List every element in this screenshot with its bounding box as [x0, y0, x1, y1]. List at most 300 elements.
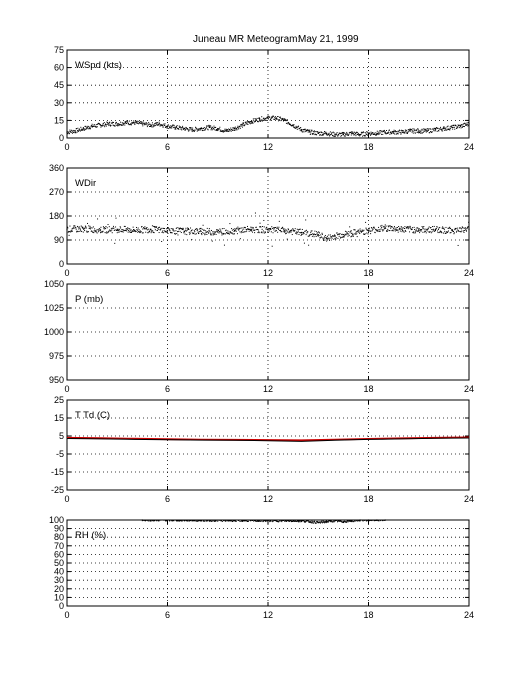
data-point [201, 234, 202, 235]
data-point [144, 124, 145, 125]
data-point [97, 126, 98, 127]
data-point [147, 229, 148, 230]
data-point [256, 520, 257, 521]
data-point [175, 129, 176, 130]
data-point [221, 233, 222, 234]
data-point [368, 134, 369, 135]
data-point [86, 231, 87, 232]
figure-date: May 21, 1999 [298, 34, 359, 45]
data-point [362, 136, 363, 137]
data-point [413, 131, 414, 132]
data-point [77, 231, 78, 232]
data-point [265, 229, 266, 230]
data-point [310, 232, 311, 233]
data-point [262, 119, 263, 120]
data-point [458, 231, 459, 232]
data-point [387, 231, 388, 232]
data-point [337, 238, 338, 239]
data-point [403, 227, 404, 228]
data-point [163, 124, 164, 125]
data-point [381, 225, 382, 226]
data-point [358, 230, 359, 231]
data-point [162, 231, 163, 232]
data-point [256, 120, 257, 121]
data-point [445, 227, 446, 228]
data-point [109, 122, 110, 123]
data-point [281, 521, 282, 522]
data-point [113, 122, 114, 123]
data-point [422, 226, 423, 227]
data-point [431, 232, 432, 233]
data-point [118, 232, 119, 233]
data-point [202, 229, 203, 230]
data-point [335, 239, 336, 240]
data-point [189, 234, 190, 235]
data-point [148, 521, 149, 522]
data-point [311, 234, 312, 235]
data-point [307, 129, 308, 130]
data-point [306, 230, 307, 231]
data-point [190, 233, 191, 234]
data-point [83, 232, 84, 233]
data-point [71, 132, 72, 133]
data-point [368, 229, 369, 230]
data-point [409, 227, 410, 228]
data-point [339, 236, 340, 237]
data-point [270, 229, 271, 230]
data-point [352, 235, 353, 236]
x-tick-label: 24 [463, 268, 475, 278]
data-point [288, 229, 289, 230]
data-point [395, 130, 396, 131]
data-point [355, 229, 356, 230]
data-point [155, 125, 156, 126]
data-point [397, 230, 398, 231]
data-point [238, 230, 239, 231]
data-point [233, 234, 234, 235]
data-point [129, 121, 130, 122]
data-point [328, 134, 329, 135]
data-point [234, 127, 235, 128]
data-point [320, 234, 321, 235]
data-point [390, 228, 391, 229]
data-point [438, 130, 439, 131]
data-point [127, 122, 128, 123]
data-point [309, 130, 310, 131]
data-point [286, 230, 287, 231]
data-point [346, 134, 347, 135]
data-point [415, 133, 416, 134]
data-point [298, 234, 299, 235]
data-point [104, 126, 105, 127]
data-point [232, 130, 233, 131]
data-point [176, 127, 177, 128]
y-tick-label: 80 [53, 532, 64, 543]
data-point [96, 124, 97, 125]
data-point [237, 233, 238, 234]
data-point [318, 231, 319, 232]
data-point [382, 230, 383, 231]
data-point [121, 231, 122, 232]
data-point [383, 131, 384, 132]
data-point [248, 521, 249, 522]
data-point [88, 225, 89, 226]
data-point [427, 230, 428, 231]
x-tick-label: 18 [363, 610, 374, 620]
data-point [333, 239, 334, 240]
data-point [211, 128, 212, 129]
data-point [164, 125, 165, 126]
data-point [201, 520, 202, 521]
data-point [380, 132, 381, 133]
data-point [187, 520, 188, 521]
data-point [430, 227, 431, 228]
data-point [218, 129, 219, 130]
data-point [102, 125, 103, 126]
data-point [252, 227, 253, 228]
data-point [433, 129, 434, 130]
data-point [285, 231, 286, 232]
data-point [297, 129, 298, 130]
data-point [385, 228, 386, 229]
data-point [133, 120, 134, 121]
data-point [181, 232, 182, 233]
data-point [321, 522, 322, 523]
data-point [461, 127, 462, 128]
data-point [291, 232, 292, 233]
data-point [449, 129, 450, 130]
data-point [125, 226, 126, 227]
data-point [357, 132, 358, 133]
data-point [394, 227, 395, 228]
data-point [458, 245, 459, 246]
data-point [106, 231, 107, 232]
data-point [262, 226, 263, 227]
data-point [208, 129, 209, 130]
data-point [241, 232, 242, 233]
data-point [419, 232, 420, 233]
data-point [316, 231, 317, 232]
data-point [425, 231, 426, 232]
data-point [251, 230, 252, 231]
data-point [412, 227, 413, 228]
data-point [261, 231, 262, 232]
data-point [348, 234, 349, 235]
data-point [358, 520, 359, 521]
data-point [347, 521, 348, 522]
x-tick-label: 24 [463, 384, 475, 394]
data-point [355, 233, 356, 234]
data-point [134, 231, 135, 232]
data-point [395, 230, 396, 231]
y-tick-label: 360 [48, 163, 64, 173]
data-point [252, 121, 253, 122]
data-point [454, 127, 455, 128]
data-point [240, 228, 241, 229]
data-point [105, 232, 106, 233]
data-point [389, 130, 390, 131]
data-point [399, 132, 400, 133]
data-point [275, 231, 276, 232]
data-point [146, 228, 147, 229]
data-point [378, 134, 379, 135]
data-point [393, 133, 394, 134]
data-point [310, 234, 311, 235]
data-point [350, 232, 351, 233]
data-point [177, 234, 178, 235]
data-point [456, 232, 457, 233]
data-point [386, 130, 387, 131]
data-point [406, 133, 407, 134]
data-point [393, 230, 394, 231]
data-point [234, 231, 235, 232]
panel-4 [49, 515, 474, 620]
data-point [219, 127, 220, 128]
data-point [152, 231, 153, 232]
data-point [224, 520, 225, 521]
data-point [68, 133, 69, 134]
data-point [349, 235, 350, 236]
data-point [342, 234, 343, 235]
data-point [212, 231, 213, 232]
data-point [398, 133, 399, 134]
data-point [363, 131, 364, 132]
data-point [273, 232, 274, 233]
data-point [148, 232, 149, 233]
x-tick-label: 24 [463, 142, 475, 152]
data-point [324, 236, 325, 237]
data-point [113, 226, 114, 227]
data-point [329, 240, 330, 241]
data-point [96, 231, 97, 232]
data-point [169, 126, 170, 127]
data-point [269, 521, 270, 522]
data-point [447, 232, 448, 233]
data-point [402, 230, 403, 231]
data-point [266, 227, 267, 228]
data-point [330, 131, 331, 132]
data-point [226, 230, 227, 231]
data-point [300, 127, 301, 128]
data-point [242, 227, 243, 228]
data-point [286, 123, 287, 124]
data-point [155, 123, 156, 124]
data-point [127, 227, 128, 228]
data-point [194, 230, 195, 231]
data-point [236, 128, 237, 129]
data-point [78, 228, 79, 229]
data-point [450, 232, 451, 233]
data-point [272, 520, 273, 521]
data-point [195, 130, 196, 131]
data-point [422, 130, 423, 131]
data-point [79, 129, 80, 130]
data-point [134, 124, 135, 125]
data-point [437, 227, 438, 228]
data-point [251, 123, 252, 124]
data-point [435, 130, 436, 131]
data-point [332, 238, 333, 239]
data-point [253, 120, 254, 121]
data-point [198, 233, 199, 234]
y-tick-label: 15 [53, 413, 64, 423]
data-point [196, 228, 197, 229]
data-point [373, 229, 374, 230]
data-point [131, 123, 132, 124]
panel-0 [54, 45, 474, 152]
data-point [438, 229, 439, 230]
data-point [417, 228, 418, 229]
data-point [206, 232, 207, 233]
data-point [164, 123, 165, 124]
data-point [74, 131, 75, 132]
y-tick-label: 10 [53, 592, 64, 603]
data-point [269, 230, 270, 231]
data-point [418, 231, 419, 232]
data-point [108, 124, 109, 125]
data-point [295, 228, 296, 229]
data-point [376, 134, 377, 135]
data-point [355, 521, 356, 522]
data-point [239, 126, 240, 127]
data-point [164, 230, 165, 231]
data-point [169, 228, 170, 229]
data-point [126, 123, 127, 124]
data-point [367, 135, 368, 136]
data-point [363, 521, 364, 522]
data-point [104, 122, 105, 123]
data-point [345, 231, 346, 232]
data-point [243, 232, 244, 233]
data-point [413, 232, 414, 233]
data-point [167, 231, 168, 232]
data-point [324, 238, 325, 239]
data-point [344, 236, 345, 237]
data-point [128, 123, 129, 124]
data-point [363, 230, 364, 231]
data-point [309, 236, 310, 237]
data-point [295, 520, 296, 521]
data-point [343, 234, 344, 235]
data-point [146, 227, 147, 228]
data-point [316, 523, 317, 524]
data-point [365, 233, 366, 234]
data-point [390, 225, 391, 226]
data-point [438, 128, 439, 129]
data-point [424, 131, 425, 132]
data-point [163, 232, 164, 233]
data-point [289, 521, 290, 522]
data-point [136, 229, 137, 230]
data-point [439, 227, 440, 228]
data-point [323, 239, 324, 240]
x-tick-label: 0 [64, 384, 70, 394]
data-point [388, 132, 389, 133]
data-point [343, 522, 344, 523]
data-point [301, 234, 302, 235]
data-point [314, 130, 315, 131]
data-point [463, 232, 464, 233]
data-point [131, 124, 132, 125]
data-point [247, 124, 248, 125]
data-point [69, 131, 70, 132]
data-point [432, 131, 433, 132]
data-point [312, 236, 313, 237]
data-point [326, 241, 327, 242]
data-point [443, 228, 444, 229]
data-point [313, 523, 314, 524]
data-point [239, 228, 240, 229]
data-point [403, 132, 404, 133]
data-point [277, 232, 278, 233]
data-point [293, 229, 294, 230]
data-point [210, 125, 211, 126]
figure-title: Juneau MR Meteogram: [193, 34, 301, 45]
data-point [329, 239, 330, 240]
data-point [128, 230, 129, 231]
data-point [244, 231, 245, 232]
data-point [149, 230, 150, 231]
y-tick-label: 25 [53, 395, 64, 405]
data-point [136, 121, 137, 122]
data-point [107, 122, 108, 123]
data-point [352, 132, 353, 133]
data-point [403, 231, 404, 232]
data-point [372, 230, 373, 231]
data-point [205, 129, 206, 130]
data-point [402, 231, 403, 232]
data-point [227, 230, 228, 231]
data-point [111, 228, 112, 229]
data-point [313, 133, 314, 134]
data-point [250, 227, 251, 228]
data-point [166, 126, 167, 127]
data-point [278, 120, 279, 121]
data-point [82, 227, 83, 228]
data-point [410, 227, 411, 228]
data-point [261, 119, 262, 120]
data-point [194, 131, 195, 132]
data-point [286, 229, 287, 230]
data-point [84, 230, 85, 231]
data-point [152, 122, 153, 123]
data-point [237, 227, 238, 228]
data-point [375, 132, 376, 133]
data-point [112, 232, 113, 233]
data-point [243, 122, 244, 123]
data-point [144, 226, 145, 227]
data-point [337, 132, 338, 133]
data-point [145, 232, 146, 233]
data-point [249, 231, 250, 232]
data-point [299, 521, 300, 522]
x-tick-label: 12 [262, 384, 274, 394]
data-point [159, 122, 160, 123]
data-point [309, 132, 310, 133]
data-point [227, 129, 228, 130]
data-point [413, 133, 414, 134]
data-point [445, 127, 446, 128]
data-point [308, 132, 309, 133]
data-point [390, 131, 391, 132]
data-point [379, 229, 380, 230]
y-tick-label: 40 [53, 566, 64, 577]
data-point [302, 131, 303, 132]
data-point [356, 233, 357, 234]
data-point [90, 228, 91, 229]
data-point [329, 238, 330, 239]
x-tick-label: 12 [262, 494, 274, 504]
